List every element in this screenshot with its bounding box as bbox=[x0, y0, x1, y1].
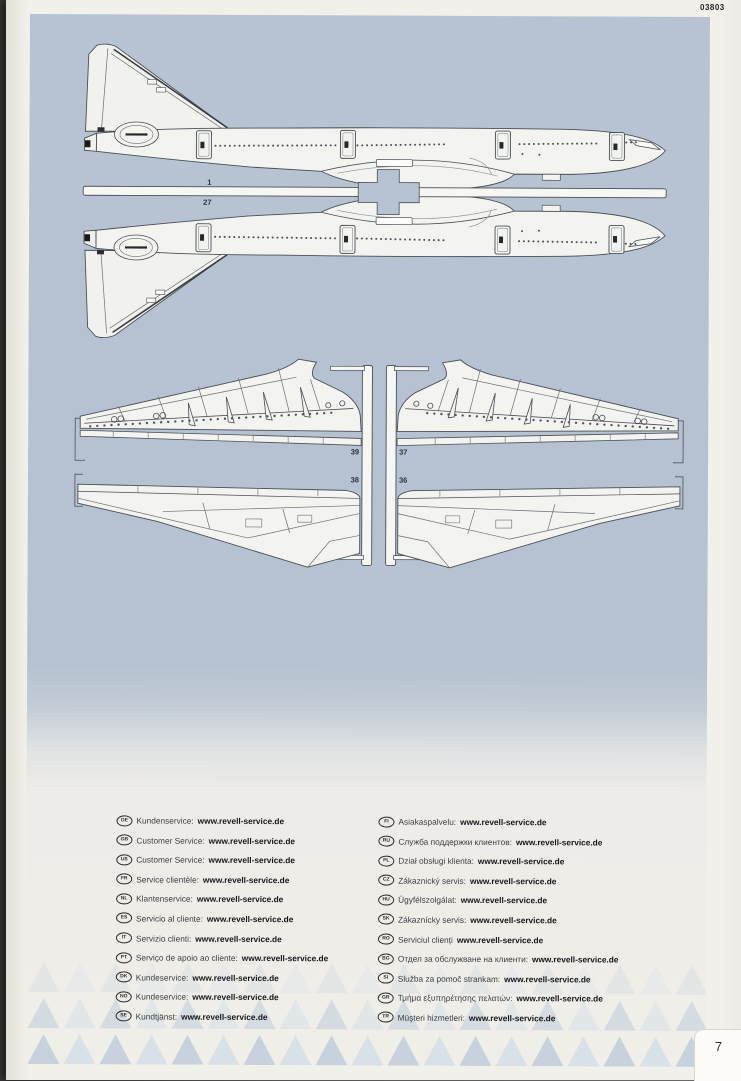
service-url: www.revell-service.de bbox=[460, 895, 548, 906]
service-row bbox=[116, 971, 371, 984]
fuselage-half-part-1 bbox=[84, 44, 666, 191]
service-label: Servizio clienti: bbox=[135, 933, 192, 944]
service-row bbox=[116, 873, 371, 886]
service-label: Kundeservice: bbox=[135, 972, 189, 983]
service-label: Serviço de apoio ao cliente: bbox=[135, 952, 238, 964]
page-number: 7 bbox=[714, 1039, 723, 1054]
service-row bbox=[116, 991, 371, 1004]
printed-area bbox=[25, 14, 710, 1067]
country-code-badge: DE bbox=[116, 815, 132, 826]
country-code-badge: RO bbox=[378, 934, 394, 945]
wing-sprue-right bbox=[386, 360, 684, 569]
service-row bbox=[116, 854, 371, 867]
service-column-left bbox=[116, 814, 372, 1031]
service-row bbox=[378, 855, 698, 868]
service-url: www.revell-service.de bbox=[192, 972, 279, 983]
country-code-badge: SI bbox=[378, 973, 394, 984]
service-url: www.revell-service.de bbox=[202, 874, 290, 885]
service-url: www.revell-service.de bbox=[456, 934, 544, 945]
service-url: www.revell-service.de bbox=[532, 954, 619, 965]
service-label: Dział obsługi klienta: bbox=[398, 855, 474, 867]
service-label: Zákaznícky servis: bbox=[398, 914, 467, 925]
service-label: Service clientèle: bbox=[136, 874, 199, 885]
service-url: www.revell-service.de bbox=[477, 856, 565, 867]
service-label: Kundeservice: bbox=[135, 991, 189, 1003]
service-row bbox=[116, 834, 371, 847]
service-row bbox=[378, 874, 698, 887]
service-row bbox=[378, 1011, 698, 1024]
service-row bbox=[116, 814, 371, 827]
service-url: www.revell-service.de bbox=[470, 914, 557, 926]
country-code-badge: NL bbox=[116, 893, 132, 904]
service-url: www.revell-service.de bbox=[515, 836, 603, 848]
service-label: Kundtjänst: bbox=[135, 1011, 178, 1022]
service-column-right bbox=[378, 816, 699, 1033]
service-row bbox=[378, 835, 698, 848]
part-label-38: 38 bbox=[350, 475, 359, 485]
country-code-badge: PL bbox=[378, 855, 394, 866]
service-label: Customer Service: bbox=[136, 835, 205, 846]
country-code-badge: US bbox=[116, 854, 132, 865]
country-code-badge: GB bbox=[116, 834, 132, 845]
country-code-badge: BG bbox=[378, 953, 394, 964]
service-label: Τμήμα εξυπηρέτησης πελατών: bbox=[397, 992, 513, 1004]
country-code-badge: IT bbox=[116, 932, 132, 943]
service-url: www.revell-service.de bbox=[208, 854, 295, 866]
fuselage-half-part-27 bbox=[84, 193, 666, 340]
service-label: Kundenservice: bbox=[136, 815, 194, 826]
part-label-37: 37 bbox=[399, 447, 408, 457]
service-row bbox=[378, 992, 698, 1005]
country-code-badge: CZ bbox=[378, 875, 394, 886]
service-url: www.revell-service.de bbox=[206, 913, 294, 925]
service-row bbox=[378, 816, 698, 829]
service-label: Klantenservice: bbox=[136, 893, 193, 905]
country-code-badge: GR bbox=[378, 992, 394, 1003]
service-label: Servicio al cliente: bbox=[136, 913, 203, 924]
country-code-badge: TR bbox=[378, 1012, 394, 1023]
service-url: www.revell-service.de bbox=[504, 973, 591, 985]
service-url: www.revell-service.de bbox=[241, 953, 329, 964]
service-url: www.revell-service.de bbox=[208, 835, 296, 846]
service-url: www.revell-service.de bbox=[181, 1011, 268, 1022]
service-row bbox=[116, 893, 371, 906]
service-url: www.revell-service.de bbox=[197, 815, 285, 827]
scanned-paper-sheet bbox=[6, 0, 741, 1080]
kit-number: 03803 bbox=[700, 3, 725, 12]
country-code-badge: FI bbox=[378, 816, 394, 827]
country-code-badge: PT bbox=[116, 952, 132, 963]
service-label: Serviciul clienți bbox=[397, 934, 453, 945]
country-code-badge: HU bbox=[378, 894, 394, 905]
page-number-tab bbox=[694, 1029, 741, 1081]
service-row bbox=[116, 932, 371, 945]
service-row bbox=[378, 953, 698, 966]
service-label: Отдел за обслужване на клиенти: bbox=[397, 953, 529, 965]
service-url: www.revell-service.de bbox=[195, 933, 282, 944]
service-row bbox=[378, 972, 698, 985]
service-label: Müşteri hizmetleri: bbox=[397, 1012, 465, 1023]
country-code-badge: RU bbox=[378, 836, 394, 847]
service-label: Zákaznický servis: bbox=[398, 875, 467, 886]
service-url: www.revell-service.de bbox=[468, 1012, 556, 1024]
service-url: www.revell-service.de bbox=[192, 992, 279, 1003]
country-code-badge: NO bbox=[116, 991, 132, 1002]
country-code-badge: SE bbox=[116, 1011, 132, 1022]
country-code-badge: SK bbox=[378, 914, 394, 925]
service-url: www.revell-service.de bbox=[460, 816, 547, 828]
service-row bbox=[116, 912, 371, 925]
service-row bbox=[378, 913, 698, 926]
part-label-36: 36 bbox=[398, 475, 408, 485]
service-label: Служба поддержки клиентов: bbox=[398, 836, 513, 847]
service-row bbox=[378, 933, 698, 946]
service-url: www.revell-service.de bbox=[469, 875, 557, 887]
service-row bbox=[116, 952, 371, 965]
service-row bbox=[378, 894, 698, 907]
wing-sprue-left bbox=[75, 358, 373, 567]
service-label: Služba za pomoč strankam: bbox=[397, 973, 501, 984]
part-label-39: 39 bbox=[350, 447, 360, 457]
country-code-badge: DK bbox=[116, 972, 132, 983]
service-url: www.revell-service.de bbox=[196, 894, 284, 905]
service-row bbox=[116, 1010, 371, 1023]
service-url: www.revell-service.de bbox=[516, 993, 603, 1004]
part-label-27: 27 bbox=[203, 197, 212, 207]
service-label: Customer Service: bbox=[136, 854, 205, 865]
service-label: Asiakaspalvelu: bbox=[398, 816, 457, 827]
service-label: Ügyfélszolgálat: bbox=[398, 894, 457, 906]
country-code-badge: ES bbox=[116, 913, 132, 924]
country-code-badge: FR bbox=[116, 874, 132, 885]
part-label-1: 1 bbox=[207, 177, 212, 187]
